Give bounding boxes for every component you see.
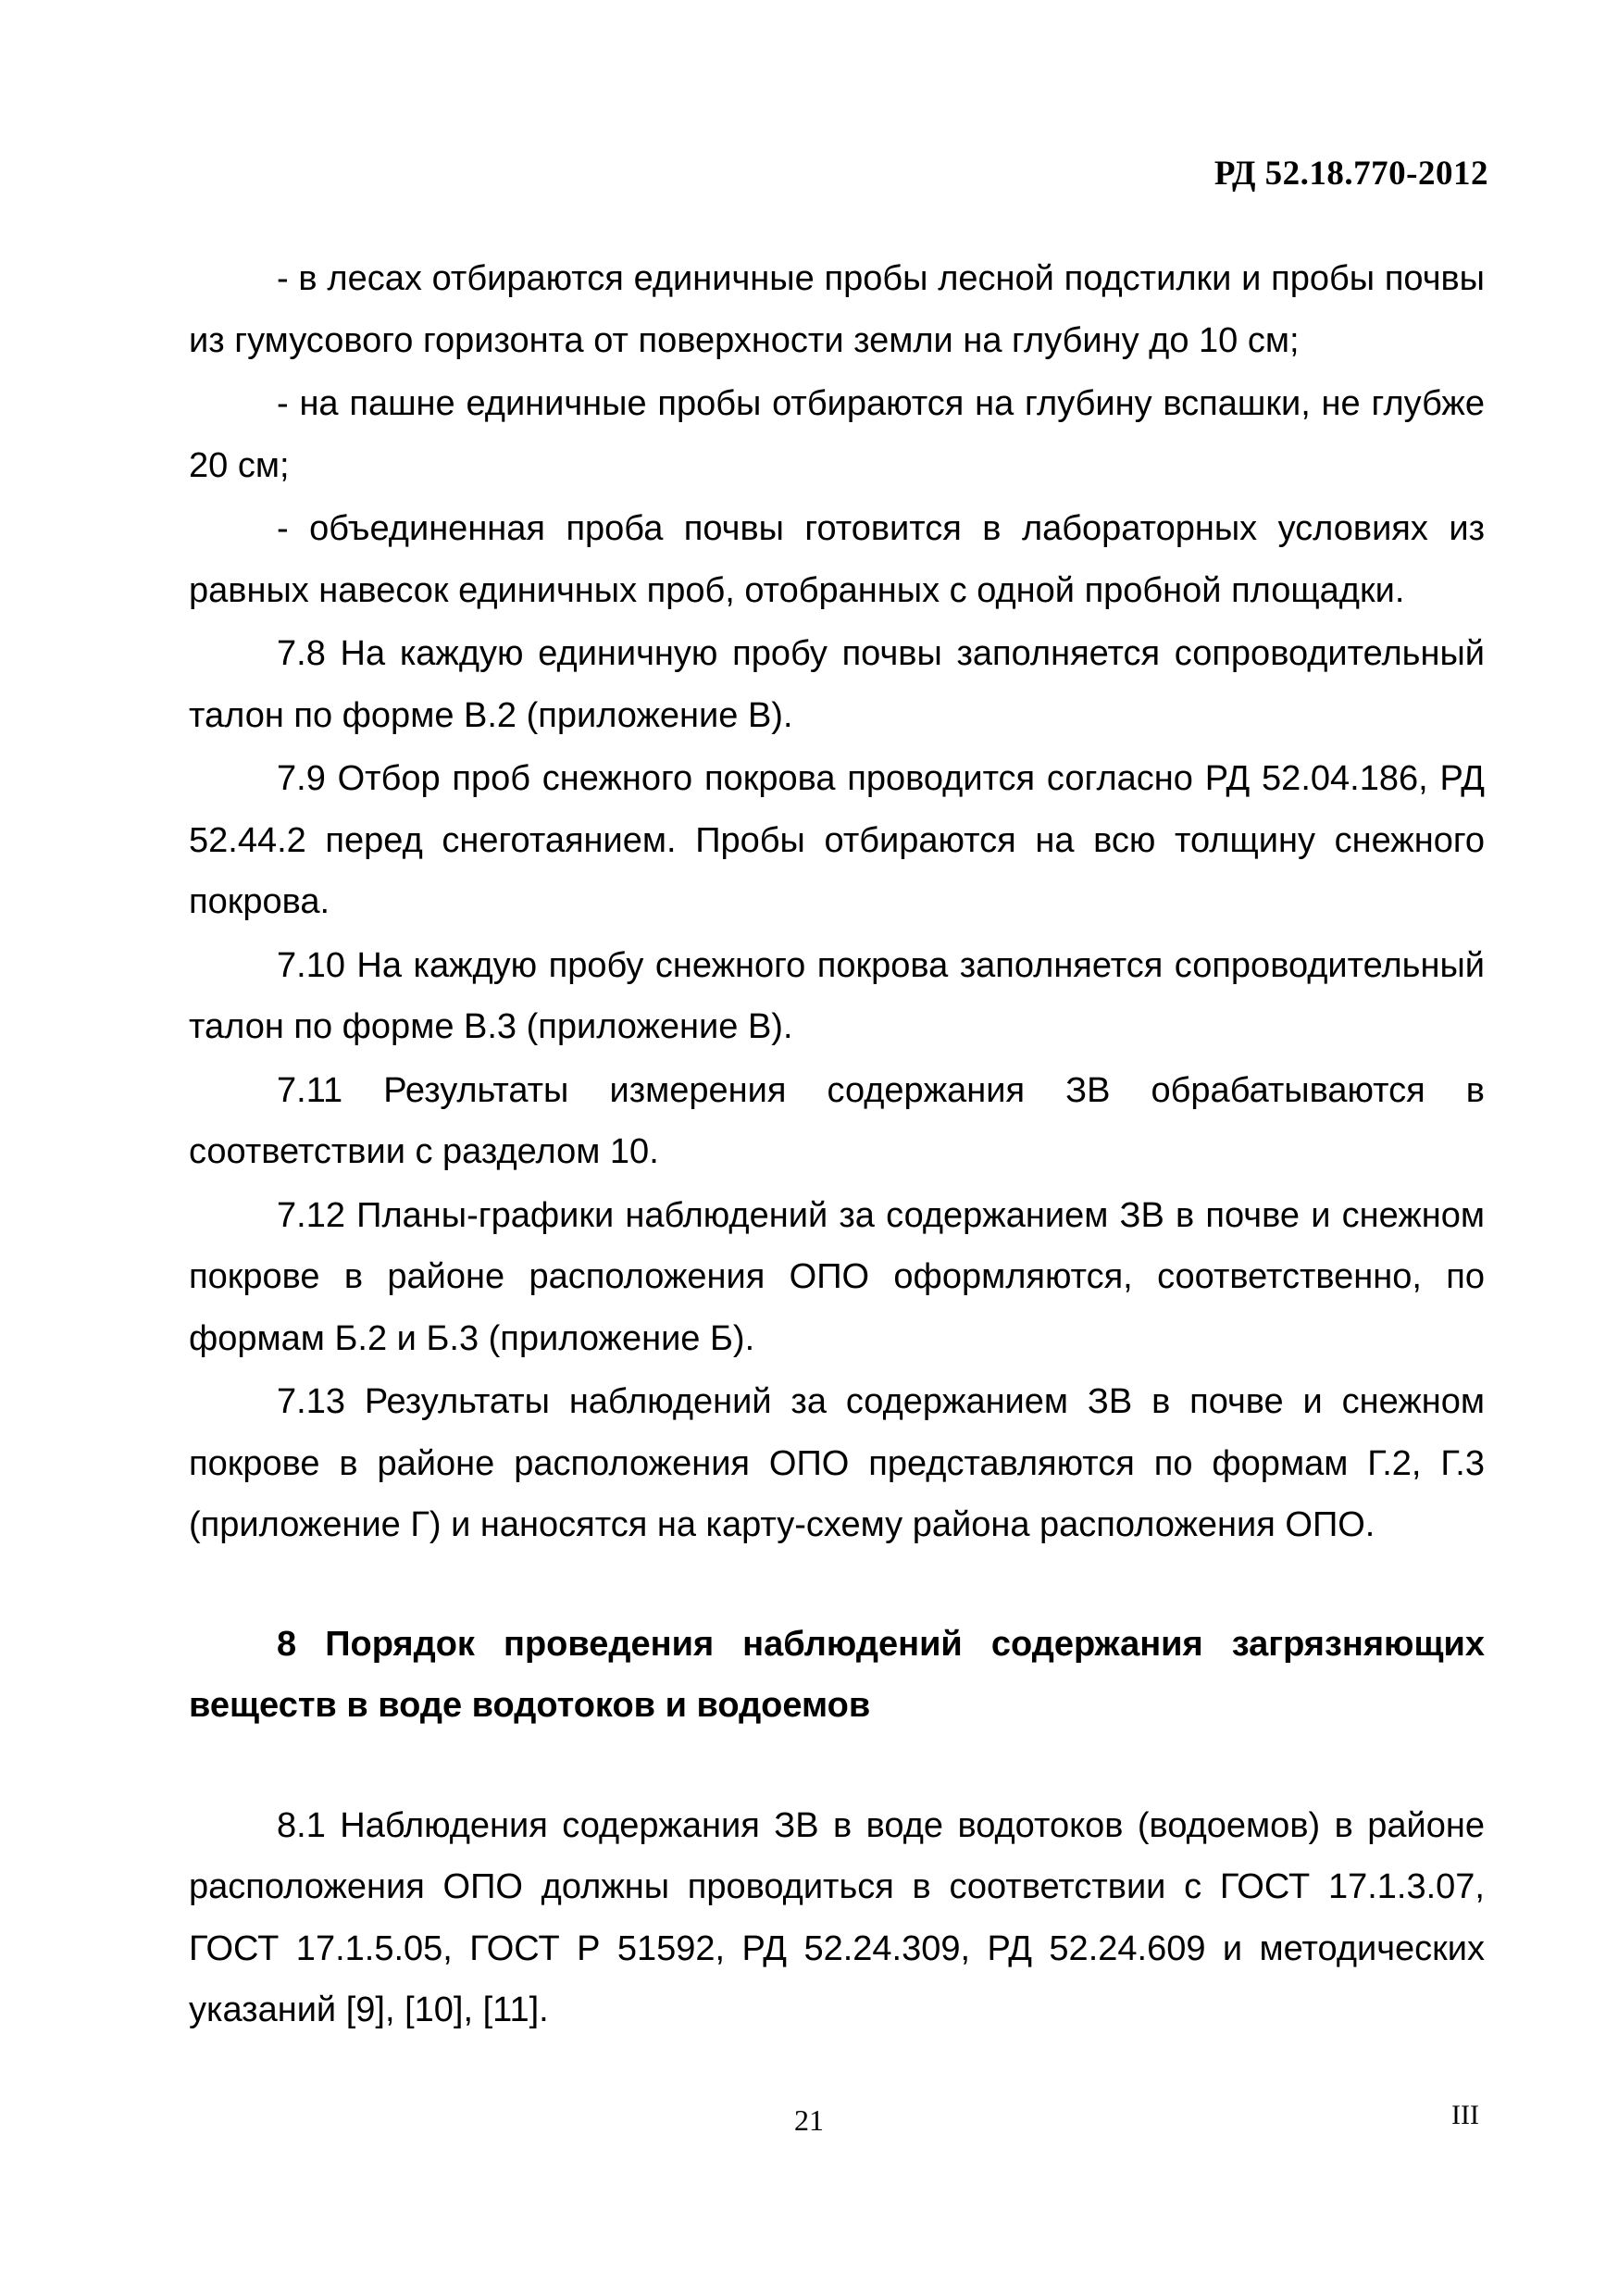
page-number: 21 [794, 2103, 824, 2137]
document-code-header: РД 52.18.770-2012 [1214, 155, 1488, 193]
paragraph-plowland-samples: - на пашне единичные пробы отбираются на глубину вспашки, не глубже 20 см; [189, 384, 1485, 485]
paragraph-7-9: 7.9 Отбор проб снежного покрова проводится согласно РД 52.04.186, РД 52.44.2 перед снеготаянием. Пробы отбираются на всю толщину снежного покрова. [189, 759, 1485, 921]
paragraph-forest-samples: - в лесах отбираются единичные пробы лесной подстилки и пробы почвы из гумусового горизонта от поверхности земли на глубину до 10 см; [189, 259, 1485, 360]
paragraph-7-11: 7.11 Результаты измерения содержания ЗВ обрабатываются в соответствии с разделом 10. [189, 1070, 1485, 1171]
paragraph-7-12: 7.12 Планы-графики наблюдений за содержанием ЗВ в почве и снежном покрове в районе расположения ОПО оформляются, соответственно, по формам Б.2 и Б.3 (приложение Б). [189, 1195, 1485, 1358]
paragraph-combined-sample: - объединенная проба почвы готовится в лабораторных условиях из равных навесок единичных проб, отобранных с одной пробной площадки. [189, 509, 1485, 610]
paragraph-8-1: 8.1 Наблюдения содержания ЗВ в воде водотоков (водоемов) в районе расположения ОПО должны проводиться в соответствии с ГОСТ 17.1.3.07, ГОСТ 17.1.5.05, ГОСТ Р 51592, РД 52.24.309, РД 52.24.609 и методических указаний [9], [10], [11]. [189, 1805, 1485, 2029]
section-8-heading: 8 Порядок проведения наблюдений содержания загрязняющих веществ в воде водотоков и водоемов [189, 1624, 1485, 1725]
paragraph-7-13: 7.13 Результаты наблюдений за содержанием ЗВ в почве и снежном покрове в районе расположения ОПО представляются по формам Г.2, Г.3 (приложение Г) и наносятся на карту-схему района расположения ОПО. [189, 1382, 1485, 1544]
paragraph-7-8: 7.8 На каждую единичную пробу почвы заполняется сопроводительный талон по форме В.2 (приложение В). [189, 634, 1485, 735]
paragraph-7-10: 7.10 На каждую пробу снежного покрова заполняется сопроводительный талон по форме В.3 (приложение В). [189, 945, 1485, 1046]
roman-numeral-mark: III [1451, 2100, 1479, 2130]
document-body [189, 248, 1485, 2043]
